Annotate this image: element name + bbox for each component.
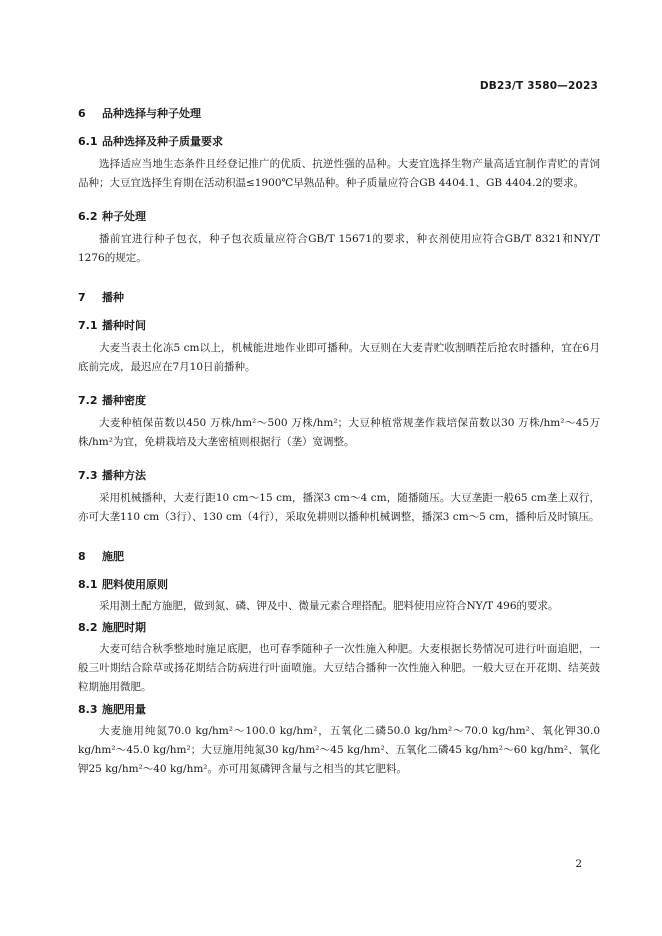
subsection-title: 肥料使用原则 xyxy=(102,578,168,591)
paragraph-8-1: 采用测土配方施肥，做到氮、磷、钾及中、微量元素合理搭配。肥料使用应符合NY/T 496的要求。 xyxy=(99,600,559,612)
subsection-title: 种子处理 xyxy=(102,210,146,223)
subsection-number: 6.1 xyxy=(78,135,98,148)
subsection-number: 8.3 xyxy=(78,703,98,716)
subsection-heading-8-1 xyxy=(78,577,600,593)
subsection-title: 施肥时期 xyxy=(102,621,146,634)
section-number: 6 xyxy=(78,107,86,120)
subsection-heading-8-2 xyxy=(78,620,600,636)
paragraph-6-1: 选择适应当地生态条件且经登记推广的优质、抗逆性强的品种。大麦宜选择生物产量高适宜制作青贮的青饲品种；大豆宜选择生育期在活动积温≤1900℃早熟品种。种子质量应符合GB 4404.1、GB 4404.2的要求。 xyxy=(78,158,600,189)
subsection-title: 品种选择及种子质量要求 xyxy=(102,135,223,148)
subsection-number: 8.2 xyxy=(78,621,98,634)
paragraph-7-2: 大麦种植保苗数以450 万株/hm²～500 万株/hm²；大豆种植常规垄作栽培保苗数以30 万株/hm²～45万株/hm²为宜，免耕栽培及大垄密植则根据行（垄）宽调整。 xyxy=(78,417,600,448)
section-number: 7 xyxy=(78,291,86,304)
subsection-number: 7.2 xyxy=(78,394,98,407)
document-body xyxy=(78,106,600,779)
subsection-title: 播种密度 xyxy=(102,394,146,407)
subsection-number: 7.1 xyxy=(78,319,98,332)
section-heading-7 xyxy=(78,290,600,306)
subsection-number: 6.2 xyxy=(78,210,98,223)
subsection-number: 7.3 xyxy=(78,469,98,482)
subsection-heading-7-1 xyxy=(78,318,600,334)
section-title: 播种 xyxy=(102,291,124,304)
subsection-heading-7-3 xyxy=(78,468,600,484)
subsection-title: 施肥用量 xyxy=(102,703,146,716)
section-number: 8 xyxy=(78,550,86,563)
paragraph-7-3: 采用机械播种，大麦行距10 cm～15 cm，播深3 cm～4 cm，随播随压。大豆垄距一般65 cm垄上双行，亦可大垄110 cm（3行）、130 cm（4行），采取免耕则以播种机械调整，播深3 cm～5 cm，播种后及时镇压。 xyxy=(78,492,600,523)
document-code: DB23/T 3580—2023 xyxy=(479,80,598,92)
paragraph-7-1: 大麦当表土化冻5 cm以上，机械能进地作业即可播种。大豆则在大麦青贮收割晒茬后抢农时播种，宜在6月底前完成，最迟应在7月10日前播种。 xyxy=(78,342,600,373)
section-heading-6 xyxy=(78,106,600,122)
subsection-title: 播种时间 xyxy=(102,319,146,332)
paragraph-6-2: 播前宜进行种子包衣，种子包衣质量应符合GB/T 15671的要求，种衣剂使用应符合GB/T 8321和NY/T 1276的规定。 xyxy=(78,233,600,264)
subsection-heading-8-3 xyxy=(78,702,600,718)
subsection-title: 播种方法 xyxy=(102,469,146,482)
page-number: 2 xyxy=(575,858,582,870)
subsection-heading-6-2 xyxy=(78,209,600,225)
section-title: 施肥 xyxy=(102,550,124,563)
section-heading-8 xyxy=(78,549,600,565)
section-title: 品种选择与种子处理 xyxy=(102,107,201,120)
paragraph-8-3: 大麦施用纯氮70.0 kg/hm²～100.0 kg/hm²，五氧化二磷50.0 kg/hm²～70.0 kg/hm²、氧化钾30.0 kg/hm²～45.0 kg/hm²；大豆施用纯氮30 kg/hm²～45 kg/hm²、五氧化二磷45 kg/hm²～60 kg/hm²、氧化钾25 kg/hm²～40 kg/hm²。亦可用氮磷钾含量与之相当的其它肥料。 xyxy=(78,725,600,775)
subsection-heading-7-2 xyxy=(78,393,600,409)
subsection-heading-6-1 xyxy=(78,134,600,150)
paragraph-8-2: 大麦可结合秋季整地时施足底肥，也可春季随种子一次性施入种肥。大麦根据长势情况可进行叶面追肥，一般三叶期结合除草或扬花期结合防病进行叶面喷施。大豆结合播种一次性施入种肥。一般大豆在开花期、结荚鼓粒期施用微肥。 xyxy=(78,643,600,693)
subsection-number: 8.1 xyxy=(78,578,98,591)
